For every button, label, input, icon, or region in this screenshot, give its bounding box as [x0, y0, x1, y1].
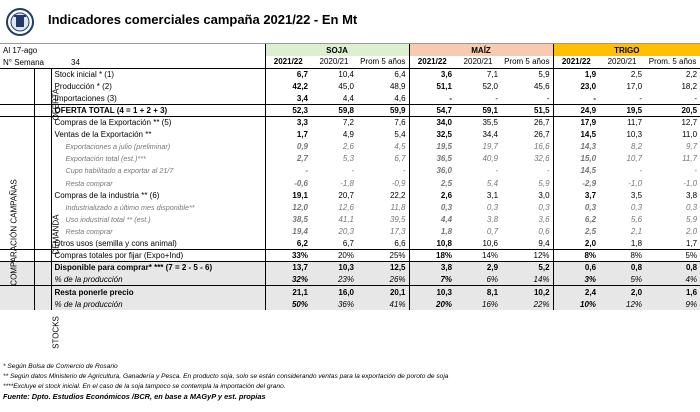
section-spacer — [0, 129, 34, 141]
row-value: 42,2 — [265, 80, 311, 92]
col-maiz-2122: 2021/22 — [409, 56, 455, 68]
footnote-1: * Según Bolsa de Comercio de Rosario — [3, 363, 118, 370]
row-value: 6,4 — [394, 69, 406, 79]
row-value: 9% — [685, 299, 698, 309]
row-value: 5,4 — [394, 130, 406, 140]
row-label: Compras totales por fijar (Expo+Ind) — [51, 250, 265, 262]
row-value: 17,3 — [389, 226, 406, 236]
row-value: 7,1 — [486, 69, 499, 79]
row-label: Producción * (2) — [51, 80, 265, 92]
row-value: 1,8 — [630, 238, 643, 248]
row-value: 6,7 — [342, 238, 354, 248]
row-value: 4,4 — [409, 213, 455, 225]
row-value: 10,4 — [338, 69, 354, 79]
row-value: - — [351, 166, 354, 176]
row-value: 14,3 — [553, 141, 599, 153]
row-value: 36,0 — [409, 165, 455, 177]
section-spacer — [34, 213, 51, 225]
table-row — [0, 189, 700, 201]
row-value: -1,8 — [340, 178, 354, 188]
row-label: Resta comprar — [51, 177, 265, 189]
row-value: 0,9 — [265, 141, 311, 153]
row-value: 2,0 — [599, 286, 645, 298]
row-value: 14,5 — [553, 165, 599, 177]
row-value: 8,2 — [630, 142, 643, 152]
section-demanda: DEMANDA — [51, 214, 61, 255]
row-value: 3,0 — [538, 190, 550, 200]
row-value: -0,6 — [265, 177, 311, 189]
row-value: 52,3 — [265, 104, 311, 116]
row-label: % de la producción — [51, 298, 265, 310]
row-value: 50% — [265, 298, 311, 310]
row-value: 5,9 — [538, 69, 550, 79]
row-value: 26,7 — [501, 117, 553, 129]
row-label: OFERTA TOTAL (4 = 1 + 2 + 3) — [51, 104, 265, 116]
row-value: 51,5 — [501, 104, 553, 116]
row-label: Disponible para comprar* *** (7 = 2 - 5 - 6) — [51, 262, 265, 274]
row-value: 54,7 — [409, 104, 455, 116]
section-spacer — [0, 141, 34, 153]
row-value: - — [402, 166, 406, 176]
footnote-2: ** Según datos Ministerio de Agricultura, Ganadería y Pesca. En producto soja, solo se están considerando ventas para la exportación de poroto de soja — [3, 373, 449, 380]
row-value: 14% — [533, 275, 550, 285]
row-value: 48,9 — [389, 81, 406, 91]
row-value: 4,6 — [394, 93, 406, 103]
date-label: Al 17-ago — [3, 46, 38, 55]
row-value: 23,0 — [553, 80, 599, 92]
row-label: % de la producción — [51, 274, 265, 286]
section-spacer — [34, 141, 51, 153]
row-value: 14% — [455, 250, 501, 262]
row-value: 36% — [337, 299, 354, 309]
section-oferta: OFERTA — [51, 88, 61, 121]
row-value: 0,6 — [553, 262, 599, 274]
row-value: 36,5 — [409, 153, 455, 165]
page-title: Indicadores comerciales campaña 2021/22 - En Mt — [48, 12, 358, 27]
section-spacer — [34, 68, 51, 80]
row-label: Compras de la industria ** (6) — [51, 189, 265, 201]
row-value: 7,6 — [357, 117, 409, 129]
row-label: Industrializado a último mes disponible** — [51, 201, 265, 213]
row-value: 20,5 — [645, 104, 700, 116]
row-value: 3,8 — [685, 190, 698, 200]
section-spacer — [0, 165, 34, 177]
row-value: 8,1 — [455, 286, 501, 298]
row-value: 0,3 — [486, 202, 499, 212]
column-header-row — [0, 56, 700, 68]
row-value: 2,6 — [409, 189, 455, 201]
row-value: 6,7 — [394, 154, 406, 164]
row-value: 41,1 — [338, 214, 354, 224]
row-value: 51,1 — [409, 80, 455, 92]
row-value: - — [495, 93, 499, 103]
section-spacer — [34, 177, 51, 189]
row-value: 22,2 — [389, 190, 406, 200]
row-value: 3,8 — [486, 214, 499, 224]
row-value: 2,0 — [685, 226, 698, 236]
table-row — [0, 165, 700, 177]
row-value: 6,6 — [394, 238, 406, 248]
table-row — [0, 238, 700, 250]
table-body — [0, 44, 700, 310]
row-value: 17,9 — [553, 117, 599, 129]
section-spacer — [34, 129, 51, 141]
row-value: 16,0 — [311, 286, 357, 298]
table-row — [0, 250, 700, 262]
row-value: 5,6 — [630, 214, 643, 224]
group-trigo: TRIGO — [553, 44, 700, 56]
table-row — [0, 201, 700, 213]
footnote-3: ****Excluye el stock inicial. En el caso de la soja tampoco se contempla la importación del grano. — [3, 383, 286, 390]
table-row — [0, 298, 700, 310]
col-trigo-prom: Prom. 5 años — [645, 56, 700, 68]
row-value: 9,7 — [685, 142, 698, 152]
row-label: Otros usos (semilla y cons animal) — [51, 238, 265, 250]
row-value: - — [639, 93, 643, 103]
footnotes — [3, 362, 448, 402]
row-value: 0,7 — [486, 226, 499, 236]
row-value: 12,5 — [357, 262, 409, 274]
row-value: - — [409, 92, 455, 104]
row-value: 3,6 — [538, 214, 550, 224]
col-soja-prom: Prom 5 años — [357, 56, 409, 68]
row-label: Resta comprar — [51, 225, 265, 237]
table-row — [0, 117, 700, 129]
section-spacer — [34, 92, 51, 104]
row-value: 24,9 — [553, 104, 599, 116]
row-value: 6,2 — [265, 238, 311, 250]
section-spacer — [34, 274, 51, 286]
row-value: 19,7 — [482, 142, 499, 152]
row-value: 1,7 — [685, 238, 698, 248]
row-value: 59,9 — [357, 104, 409, 116]
table-row — [0, 92, 700, 104]
row-value: 41% — [389, 299, 406, 309]
row-value: 26% — [389, 275, 406, 285]
row-value: 4,4 — [342, 93, 354, 103]
row-value: 3,3 — [265, 117, 311, 129]
row-value: - — [495, 166, 499, 176]
row-label: Exportación total (est.)*** — [51, 153, 265, 165]
row-value: 10,3 — [311, 262, 357, 274]
section-spacer — [34, 165, 51, 177]
row-value: 6% — [486, 275, 499, 285]
row-value: 0,8 — [645, 262, 700, 274]
row-value: 6,2 — [553, 213, 599, 225]
row-value: 0,6 — [538, 226, 550, 236]
row-value: 40,9 — [482, 154, 499, 164]
col-soja-2122: 2021/22 — [265, 56, 311, 68]
row-value: 2,0 — [553, 238, 599, 250]
row-value: 12% — [626, 299, 643, 309]
row-value: 5,3 — [342, 154, 354, 164]
row-value: 0,3 — [685, 202, 698, 212]
row-value: 20,1 — [357, 286, 409, 298]
row-value: 14,5 — [553, 129, 599, 141]
row-label: Importaciones (3) — [51, 92, 265, 104]
row-value: 35,5 — [455, 117, 501, 129]
row-value: - — [553, 92, 599, 104]
row-value: 38,5 — [265, 213, 311, 225]
section-spacer — [0, 286, 34, 298]
row-value: 22% — [533, 299, 550, 309]
section-spacer — [0, 153, 34, 165]
header — [0, 0, 700, 44]
indicators-table — [0, 44, 700, 310]
row-value: 6,7 — [265, 68, 311, 80]
row-value: 2,7 — [265, 153, 311, 165]
row-value: 19,4 — [265, 225, 311, 237]
row-value: 8% — [599, 250, 645, 262]
section-spacer — [34, 201, 51, 213]
row-value: 45,6 — [533, 81, 550, 91]
row-value: 2,2 — [685, 69, 698, 79]
row-value: 4% — [685, 275, 698, 285]
row-value: -2,9 — [553, 177, 599, 189]
row-value: -1,0 — [683, 178, 698, 188]
section-spacer — [34, 117, 51, 129]
row-value: 16% — [482, 299, 499, 309]
row-label: Compras de la Exportación ** (5) — [51, 117, 265, 129]
row-value: - — [265, 165, 311, 177]
section-spacer — [0, 117, 34, 129]
row-value: 1,8 — [409, 225, 455, 237]
row-value: 10,2 — [501, 286, 553, 298]
section-spacer — [0, 68, 34, 80]
row-value: 20,3 — [338, 226, 354, 236]
row-value: 3% — [553, 274, 599, 286]
row-value: 5% — [630, 275, 643, 285]
row-value: 2,5 — [553, 225, 599, 237]
row-value: 0,3 — [630, 202, 643, 212]
row-value: 11,0 — [682, 130, 698, 140]
row-value: 23% — [337, 275, 354, 285]
row-value: 45,0 — [338, 81, 354, 91]
row-value: 4,9 — [342, 130, 354, 140]
section-spacer — [34, 189, 51, 201]
table-row — [0, 177, 700, 189]
row-value: - — [639, 166, 643, 176]
row-value: 39,5 — [389, 214, 406, 224]
col-maiz-2021: 2020/21 — [455, 56, 501, 68]
row-value: 12,7 — [645, 117, 700, 129]
row-label: Resta ponerle precio — [51, 286, 265, 298]
week-value: 34 — [71, 58, 80, 67]
row-value: 1,6 — [645, 286, 700, 298]
row-value: 33% — [265, 250, 311, 262]
table-row — [0, 213, 700, 225]
row-value: 2,1 — [630, 226, 643, 236]
table-row — [0, 141, 700, 153]
row-value: 19,1 — [265, 189, 311, 201]
row-value: 13,7 — [265, 262, 311, 274]
section-stocks: STOCKS — [51, 316, 61, 349]
row-value: 18% — [409, 250, 455, 262]
table-row — [0, 80, 700, 92]
row-value: 15,0 — [553, 153, 599, 165]
section-spacer — [34, 238, 51, 250]
table-row — [0, 274, 700, 286]
row-value: 5% — [645, 250, 700, 262]
row-value: 1,9 — [553, 68, 599, 80]
row-value: 2,6 — [342, 142, 354, 152]
row-value: 20% — [311, 250, 357, 262]
section-spacer — [34, 298, 51, 310]
row-value: 0,3 — [538, 202, 550, 212]
row-value: 32,6 — [533, 154, 550, 164]
row-value: 10,3 — [626, 130, 643, 140]
row-value: 11,7 — [682, 154, 698, 164]
bcr-seal-icon — [5, 5, 35, 39]
row-value: 25% — [357, 250, 409, 262]
row-value: 7% — [409, 274, 455, 286]
row-value: 7,2 — [311, 117, 357, 129]
row-value: 0,3 — [409, 201, 455, 213]
row-value: 3,1 — [486, 190, 499, 200]
row-value: 3,6 — [409, 68, 455, 80]
row-label: Cupo habilitado a exportar al 21/7 — [51, 165, 265, 177]
row-value: 26,7 — [533, 130, 550, 140]
row-value: 16,6 — [533, 142, 550, 152]
row-value: 1,7 — [265, 129, 311, 141]
row-value: 32% — [265, 274, 311, 286]
row-value: 2,5 — [409, 177, 455, 189]
row-value: 2,5 — [630, 69, 643, 79]
row-value: 20,7 — [338, 190, 354, 200]
section-spacer — [0, 80, 34, 92]
table-row — [0, 262, 700, 274]
col-soja-2021: 2020/21 — [311, 56, 357, 68]
row-label: Uso industrial total ** (est.) — [51, 213, 265, 225]
row-value: 19,5 — [409, 141, 455, 153]
row-value: 59,8 — [311, 104, 357, 116]
section-spacer — [34, 250, 51, 262]
row-value: - — [694, 93, 698, 103]
week-label: N° Semana — [3, 58, 44, 67]
row-value: -0,9 — [391, 178, 406, 188]
row-value: 5,4 — [486, 178, 499, 188]
row-value: 0,8 — [599, 262, 645, 274]
col-trigo-2021: 2020/21 — [599, 56, 645, 68]
row-value: 12,0 — [265, 201, 311, 213]
row-value: - — [694, 166, 698, 176]
col-trigo-2122: 2021/22 — [553, 56, 599, 68]
row-value: - — [546, 166, 550, 176]
section-spacer — [0, 92, 34, 104]
row-value: 5,2 — [501, 262, 553, 274]
row-value: 11,8 — [390, 202, 406, 212]
table-row — [0, 68, 700, 80]
row-value: 20% — [409, 298, 455, 310]
row-label: Stock inicial * (1) — [51, 68, 265, 80]
group-soja: SOJA — [265, 44, 409, 56]
section-spacer — [34, 262, 51, 274]
row-value: 21,1 — [265, 286, 311, 298]
row-value: 11,7 — [599, 117, 645, 129]
row-value: 4,5 — [394, 142, 406, 152]
row-value: 12% — [501, 250, 553, 262]
row-value: 12,6 — [338, 202, 354, 212]
row-value: 19,5 — [599, 104, 645, 116]
table-row — [0, 225, 700, 237]
row-value: 3,7 — [553, 189, 599, 201]
row-value: 3,8 — [409, 262, 455, 274]
group-maiz: MAÍZ — [409, 44, 553, 56]
section-spacer — [34, 104, 51, 116]
section-comparacion: COMPARACIÓN CAMPAÑAS — [9, 179, 19, 286]
row-value: 34,0 — [409, 117, 455, 129]
row-value: 5,9 — [538, 178, 550, 188]
row-value: 32,5 — [409, 129, 455, 141]
row-label: Ventas de la Exportación ** — [51, 129, 265, 141]
section-spacer — [34, 153, 51, 165]
row-value: 34,4 — [482, 130, 499, 140]
table-row — [0, 129, 700, 141]
row-value: - — [546, 93, 550, 103]
row-value: 3,5 — [630, 190, 643, 200]
row-value: 5,9 — [685, 214, 698, 224]
col-maiz-prom: Prom 5 años — [501, 56, 553, 68]
row-value: 52,0 — [482, 81, 499, 91]
row-value: 2,4 — [553, 286, 599, 298]
row-value: 59,1 — [455, 104, 501, 116]
group-header-row — [0, 44, 700, 56]
row-value: 17,0 — [626, 81, 643, 91]
row-value: 9,4 — [538, 238, 550, 248]
table-row — [0, 153, 700, 165]
section-spacer — [34, 225, 51, 237]
table-row — [0, 104, 700, 116]
table-row — [0, 286, 700, 298]
section-spacer — [0, 104, 34, 116]
row-value: 3,4 — [265, 92, 311, 104]
section-spacer — [34, 80, 51, 92]
footnote-source: Fuente: Dpto. Estudios Económicos /BCR, en base a MAGyP y est. propias — [3, 392, 266, 401]
section-spacer — [34, 286, 51, 298]
row-value: 0,3 — [553, 201, 599, 213]
row-value: 8% — [553, 250, 599, 262]
row-value: -1,0 — [628, 178, 643, 188]
row-value: 10% — [553, 298, 599, 310]
row-value: 10,8 — [409, 238, 455, 250]
row-value: 2,9 — [455, 262, 501, 274]
row-value: 10,7 — [626, 154, 643, 164]
section-spacer — [0, 298, 34, 310]
row-value: 18,2 — [681, 81, 698, 91]
row-label: Exportaciones a julio (preliminar) — [51, 141, 265, 153]
row-value: 10,3 — [409, 286, 455, 298]
row-value: 10,6 — [482, 238, 499, 248]
